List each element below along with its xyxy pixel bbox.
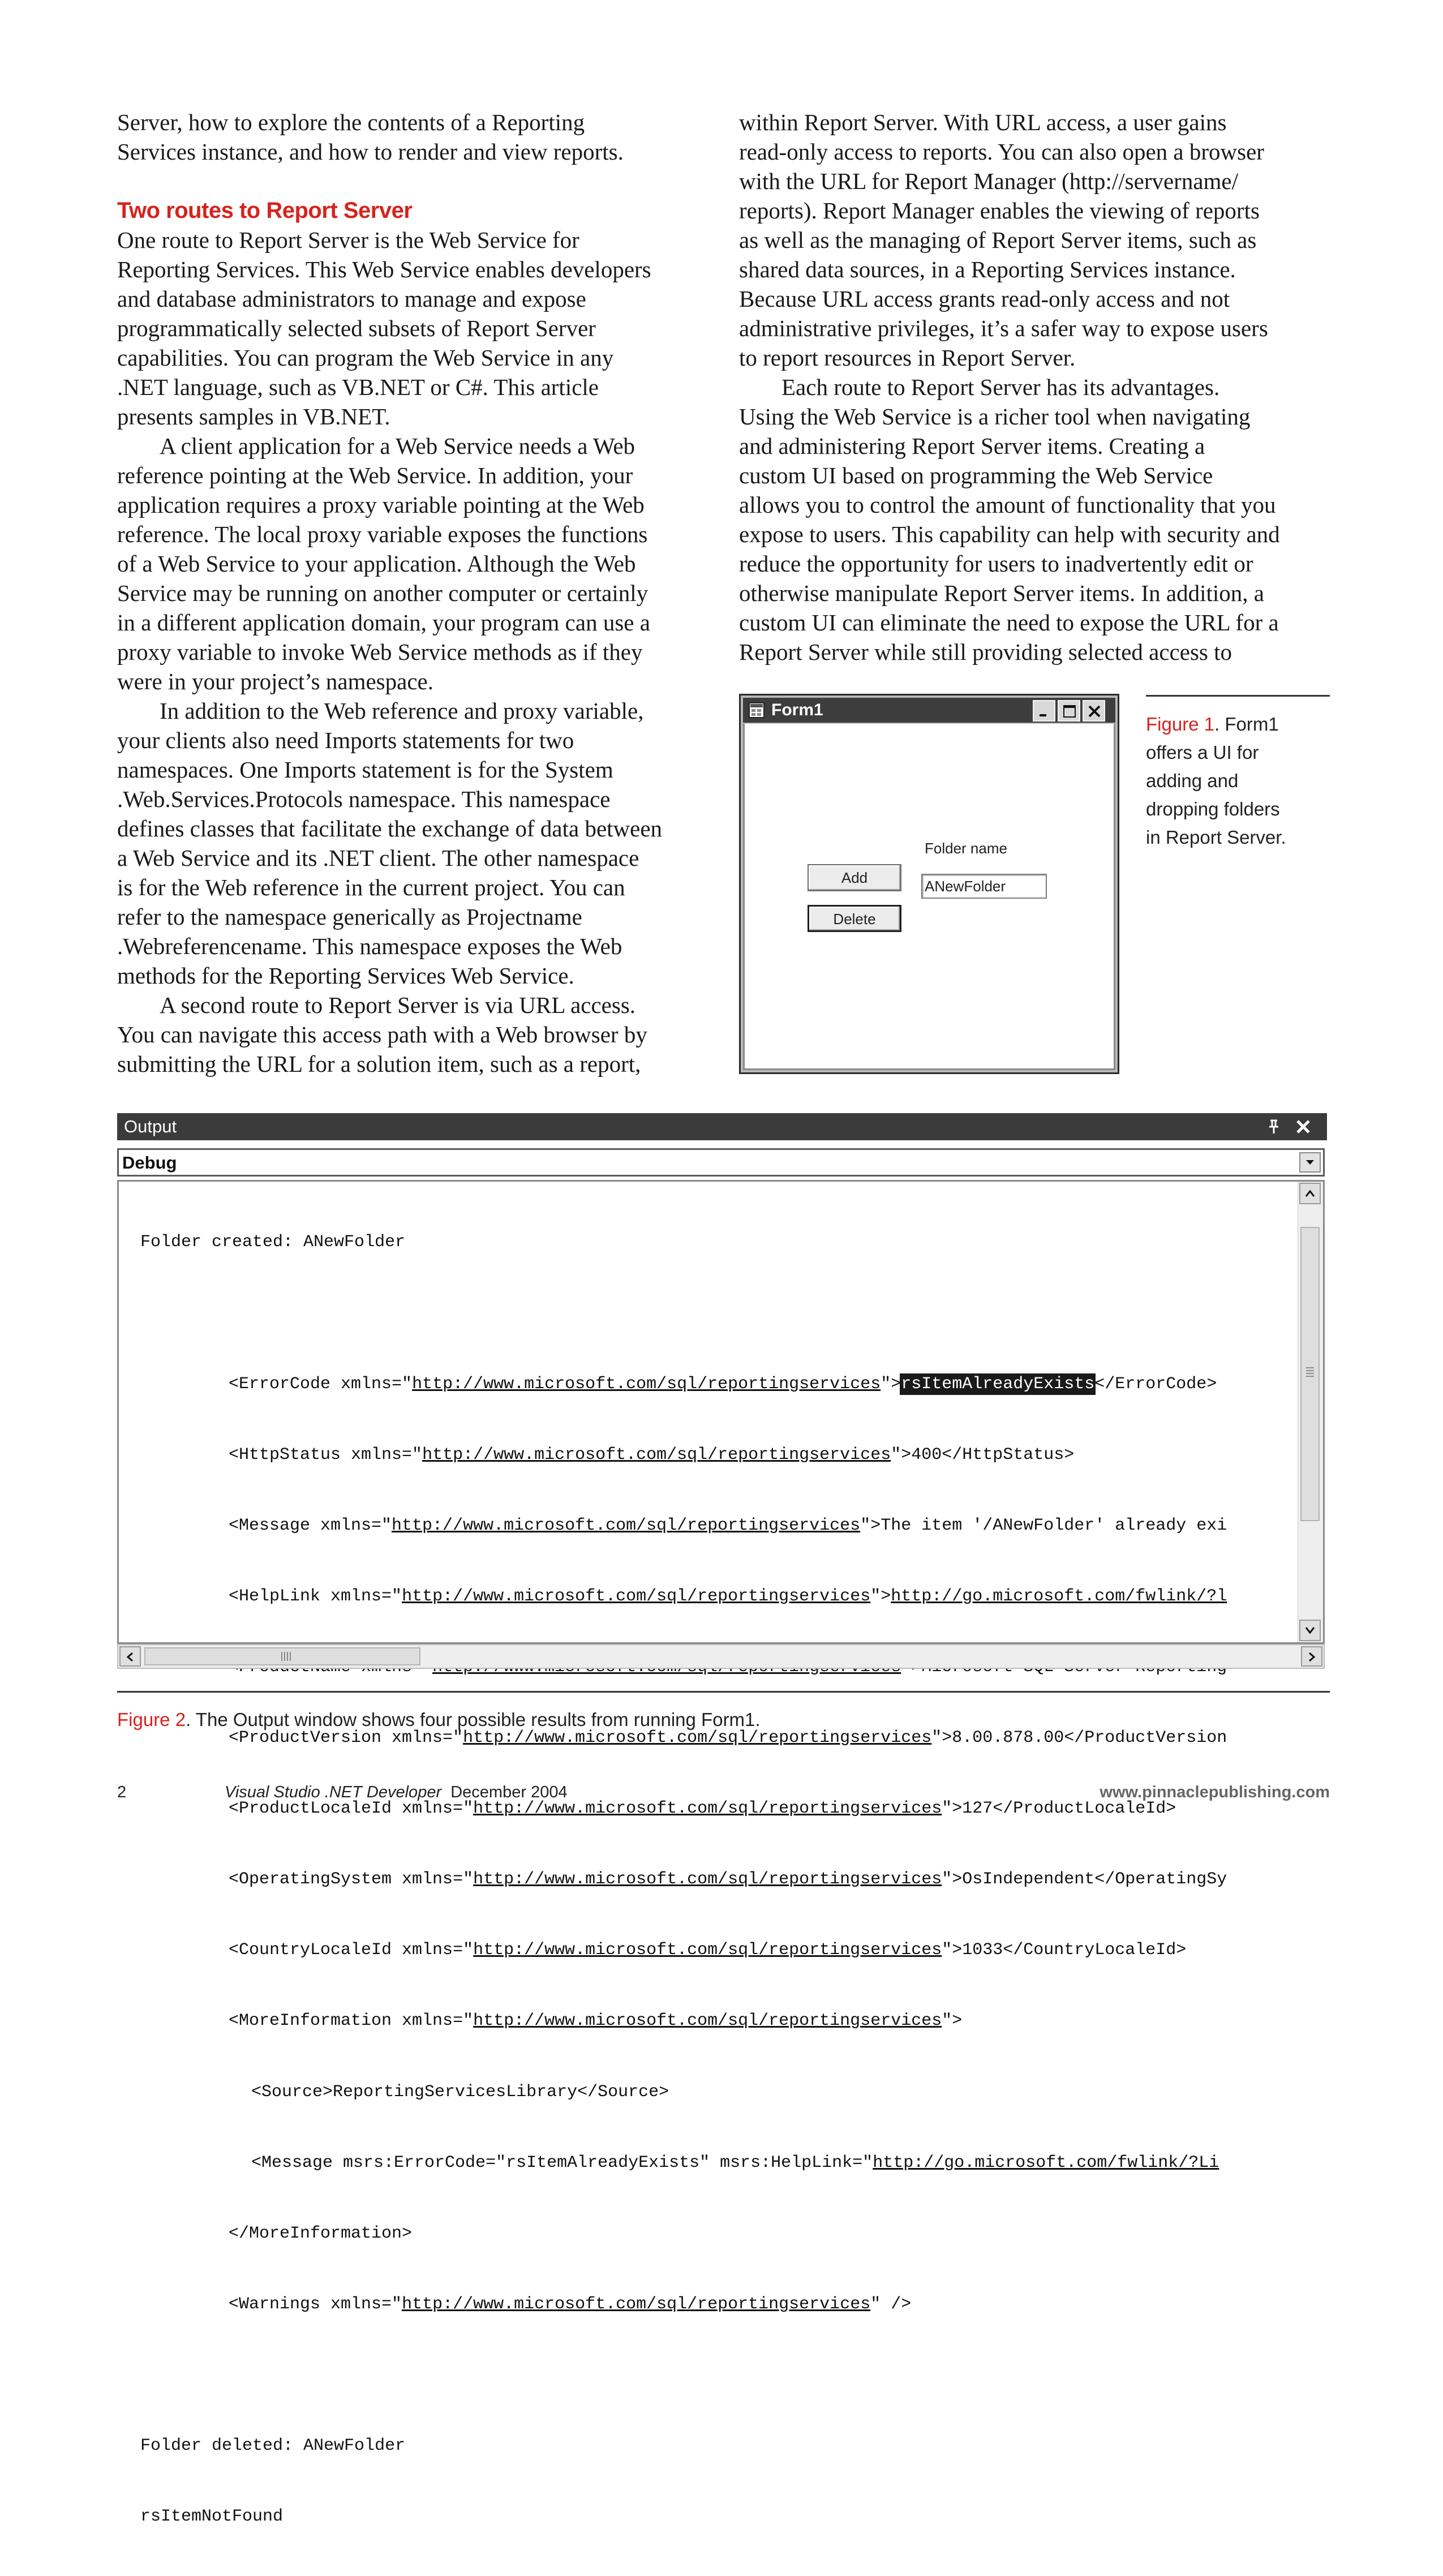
output-line: <Warnings xmlns="http://www.microsoft.com/sql/reportingservices" /> <box>229 2294 912 2314</box>
text-line: of a Web Service to your application. Although the Web <box>117 551 636 577</box>
left-column <box>117 108 711 1079</box>
chevron-down-icon <box>1305 1159 1315 1166</box>
publication-info <box>225 1783 568 1802</box>
output-line: Folder deleted: ANewFolder <box>140 2436 406 2455</box>
paragraph-advantages <box>739 372 1333 667</box>
text-line: to report resources in Report Server. <box>739 345 1076 371</box>
grip-icon <box>281 1652 291 1661</box>
vertical-scroll-thumb[interactable] <box>1300 1227 1320 1521</box>
figure1-caption-line: in Report Server. <box>1146 827 1286 848</box>
text-line: proxy variable to invoke Web Service methods as if they <box>117 639 643 665</box>
text-line: allows you to control the amount of functionality that you <box>739 492 1276 518</box>
output-link[interactable]: http://www.microsoft.com/sql/reportingservices <box>402 1586 871 1606</box>
output-line: <OperatingSystem xmlns="http://www.microsoft.com/sql/reportingservices">OsIndependent</OperatingSy <box>229 1870 1227 1890</box>
output-link[interactable]: http://www.microsoft.com/sql/reportingservices <box>463 1728 932 1748</box>
form1-window <box>739 694 1119 1074</box>
minimize-button[interactable] <box>1033 700 1055 722</box>
text-line: You can navigate this access path with a Web browser by <box>117 1021 647 1047</box>
output-line: <ProductLocaleId xmlns="http://www.microsoft.com/sql/reportingservices">127</ProductLocaleId> <box>229 1799 1176 1819</box>
text-line: A client application for a Web Service needs a Web <box>160 433 635 459</box>
scroll-down-button[interactable] <box>1299 1620 1321 1641</box>
publisher-url: www.pinnaclepublishing.com <box>1100 1783 1330 1801</box>
text-line: as well as the managing of Report Server items, such as <box>739 227 1257 253</box>
text-line: is for the Web reference in the current project. You can <box>117 874 625 900</box>
text-line: administrative privileges, it’s a safer way to expose users <box>739 315 1268 341</box>
output-line: </MoreInformation> <box>229 2223 413 2243</box>
paragraph-web-service <box>117 225 711 431</box>
output-line-blank <box>140 2364 1289 2388</box>
text-line: Each route to Report Server has its advantages. <box>781 374 1220 400</box>
form1-client-area <box>743 724 1115 1070</box>
text-line: reduce the opportunity for users to inadvertently edit or <box>739 551 1253 577</box>
form1-titlebar[interactable] <box>743 698 1115 723</box>
chevron-left-icon <box>126 1652 134 1662</box>
text-line: Reporting Services. This Web Service enables developers <box>117 256 651 282</box>
vertical-scrollbar[interactable] <box>1298 1182 1323 1642</box>
output-source-dropdown[interactable] <box>117 1148 1325 1177</box>
text-line: reference. The local proxy variable exposes the functions <box>117 521 648 547</box>
minimize-icon <box>1038 705 1051 718</box>
delete-button[interactable]: Delete <box>808 905 901 932</box>
selected-text: rsItemAlreadyExists <box>901 1374 1095 1394</box>
text-line: In addition to the Web reference and proxy variable, <box>160 698 644 724</box>
figure1-caption-line: adding and <box>1146 770 1239 791</box>
figure2-caption <box>117 1707 761 1732</box>
figure2-rule <box>117 1691 1330 1693</box>
chevron-up-icon <box>1305 1190 1315 1197</box>
text-line: expose to users. This capability can help with security and <box>739 521 1280 547</box>
page-number: 2 <box>117 1783 127 1801</box>
text-line: Server, how to explore the contents of a Reporting <box>117 109 585 135</box>
scroll-up-button[interactable] <box>1299 1183 1321 1204</box>
text-line: shared data sources, in a Reporting Services instance. <box>739 256 1236 282</box>
text-line: reports). Report Manager enables the viewing of reports <box>739 198 1260 224</box>
output-link[interactable]: http://www.microsoft.com/sql/reportingservices <box>392 1515 861 1535</box>
output-line: rsItemNotFound <box>140 2507 284 2527</box>
output-line: <Message msrs:ErrorCode="rsItemAlreadyExists" msrs:HelpLink="http://go.microsoft.com/fwlink/?Li <box>251 2153 1219 2173</box>
figure1-caption-line: dropping folders <box>1146 798 1280 819</box>
text-line: programmatically selected subsets of Report Server <box>117 315 596 341</box>
text-line: refer to the namespace generically as Projectname <box>117 904 582 930</box>
output-link[interactable]: http://www.microsoft.com/sql/reportingservices <box>473 1940 942 1960</box>
text-line: Because URL access grants read-only access and not <box>739 286 1230 312</box>
output-line: <HttpStatus xmlns="http://www.microsoft.com/sql/reportingservices">400</HttpStatus> <box>229 1445 1075 1465</box>
close-icon[interactable] <box>1295 1119 1311 1135</box>
close-icon <box>1088 705 1101 718</box>
horizontal-scroll-thumb[interactable] <box>144 1647 420 1665</box>
output-line: <CountryLocaleId xmlns="http://www.microsoft.com/sql/reportingservices">1033</CountryLocaleId> <box>229 1940 1187 1960</box>
publication-title: Visual Studio .NET Developer <box>225 1783 442 1801</box>
output-line: <ErrorCode xmlns="http://www.microsoft.com/sql/reportingservices">rsItemAlreadyExists</ErrorCode> <box>229 1374 1217 1394</box>
output-link[interactable]: http://www.microsoft.com/sql/reportingservices <box>473 1799 942 1819</box>
text-line: .NET language, such as VB.NET or C#. This article <box>117 374 599 400</box>
output-link[interactable]: http://go.microsoft.com/fwlink/?Li <box>873 2153 1219 2173</box>
scroll-right-button[interactable] <box>1301 1646 1322 1667</box>
text-line: within Report Server. With URL access, a user gains <box>739 109 1227 135</box>
output-link[interactable]: http://www.microsoft.com/sql/reportingservices <box>473 2011 942 2031</box>
form1-title: Form1 <box>771 701 823 719</box>
text-line: otherwise manipulate Report Server items. In addition, a <box>739 580 1264 606</box>
pin-icon[interactable] <box>1266 1119 1282 1135</box>
text-line: Service may be running on another computer or certainly <box>117 580 649 606</box>
text-line: One route to Report Server is the Web Service for <box>117 227 579 253</box>
output-link[interactable]: http://www.microsoft.com/sql/reportingservices <box>412 1374 881 1394</box>
text-line: application requires a proxy variable pointing at the Web <box>117 492 645 518</box>
output-line-blank <box>140 1302 1289 1326</box>
output-link[interactable]: http://www.microsoft.com/sql/reportingservices <box>422 1445 891 1465</box>
text-line: your clients also need Imports statements for two <box>117 727 574 753</box>
text-line: with the URL for Report Manager (http://servername/ <box>739 168 1239 194</box>
maximize-button[interactable] <box>1058 700 1080 722</box>
output-line: <HelpLink xmlns="http://www.microsoft.com/sql/reportingservices">http://go.microsoft.com/fwlink/?l <box>229 1586 1227 1606</box>
output-text <box>140 1184 1289 2576</box>
figure1-label: Figure 1 <box>1146 714 1215 735</box>
dropdown-arrow-button[interactable] <box>1299 1152 1321 1173</box>
text-line: A second route to Report Server is via URL access. <box>160 992 636 1018</box>
output-titlebar[interactable] <box>117 1113 1327 1140</box>
publication-date: December 2004 <box>450 1783 568 1801</box>
output-link[interactable]: http://www.microsoft.com/sql/reportingservices <box>473 1870 942 1890</box>
intro-paragraph <box>117 108 711 166</box>
text-line: reference pointing at the Web Service. In addition, your <box>117 462 633 488</box>
figure1-caption-line: offers a UI for <box>1146 742 1259 763</box>
horizontal-scrollbar[interactable] <box>117 1644 1325 1669</box>
output-line: <Source>ReportingServicesLibrary</Source> <box>251 2082 669 2102</box>
text-line: Services instance, and how to render and view reports. <box>117 139 624 165</box>
figure1-rule <box>1146 695 1330 697</box>
text-line: custom UI based on programming the Web Service <box>739 462 1213 488</box>
output-line: <Message xmlns="http://www.microsoft.com/sql/reportingservices">The item '/ANewFolder' already exi <box>229 1515 1227 1535</box>
text-line: a Web Service and its .NET client. The other namespace <box>117 845 639 871</box>
output-line: Folder created: ANewFolder <box>140 1233 406 1252</box>
paragraph-url-access <box>117 990 711 1079</box>
grip-icon <box>1306 1367 1314 1377</box>
chevron-down-icon <box>1305 1626 1315 1634</box>
text-line: namespaces. One Imports statement is for the System <box>117 757 613 783</box>
output-link[interactable]: http://go.microsoft.com/fwlink/?l <box>891 1586 1227 1606</box>
section-heading: Two routes to Report Server <box>117 198 413 223</box>
text-line: .Web.Services.Protocols namespace. This namespace <box>117 786 611 812</box>
figure1-caption <box>1146 710 1333 852</box>
folder-name-label: Folder name <box>925 840 1007 857</box>
figure2-label: Figure 2 <box>117 1709 186 1730</box>
text-line: read-only access to reports. You can also open a browser <box>739 139 1264 165</box>
output-line: <MoreInformation xmlns="http://www.microsoft.com/sql/reportingservices"> <box>229 2011 963 2031</box>
paragraph-url-access-continued <box>739 108 1333 372</box>
right-column <box>739 108 1333 667</box>
text-line: submitting the URL for a solution item, such as a report, <box>117 1051 641 1077</box>
add-button[interactable]: Add <box>808 864 901 891</box>
text-line: Report Server while still providing selected access to <box>739 639 1232 665</box>
scroll-left-button[interactable] <box>119 1646 141 1667</box>
text-line: custom UI can eliminate the need to expose the URL for a <box>739 609 1279 636</box>
form-icon <box>749 702 765 718</box>
output-link[interactable]: http://www.microsoft.com/sql/reportingservices <box>402 2294 871 2314</box>
text-line: capabilities. You can program the Web Service in any <box>117 345 614 371</box>
maximize-icon <box>1063 705 1076 718</box>
chevron-right-icon <box>1308 1652 1316 1662</box>
text-line: and administering Report Server items. Creating a <box>739 433 1205 459</box>
figure1-caption-line: . Form1 <box>1214 714 1279 735</box>
paragraph-client-application <box>117 431 711 696</box>
paragraph-imports <box>117 696 711 990</box>
text-line: .Webreferencename. This namespace exposes the Web <box>117 933 622 959</box>
folder-name-input[interactable]: ANewFolder <box>921 874 1047 899</box>
text-line: Using the Web Service is a richer tool when navigating <box>739 403 1251 430</box>
text-line: and database administrators to manage and expose <box>117 286 586 312</box>
output-title: Output <box>124 1117 177 1136</box>
output-line: <ProductVersion xmlns="http://www.microsoft.com/sql/reportingservices">8.00.878.00</ProductVersion <box>229 1728 1227 1748</box>
text-line: methods for the Reporting Services Web Service. <box>117 963 574 989</box>
text-line: presents samples in VB.NET. <box>117 403 390 430</box>
text-line: defines classes that facilitate the exchange of data between <box>117 815 663 842</box>
close-button[interactable] <box>1083 700 1105 722</box>
text-line: in a different application domain, your program can use a <box>117 609 650 636</box>
text-line: were in your project’s namespace. <box>117 668 433 694</box>
output-source-value: Debug <box>122 1153 177 1173</box>
figure2-caption-text: . The Output window shows four possible results from running Form1. <box>186 1709 761 1730</box>
